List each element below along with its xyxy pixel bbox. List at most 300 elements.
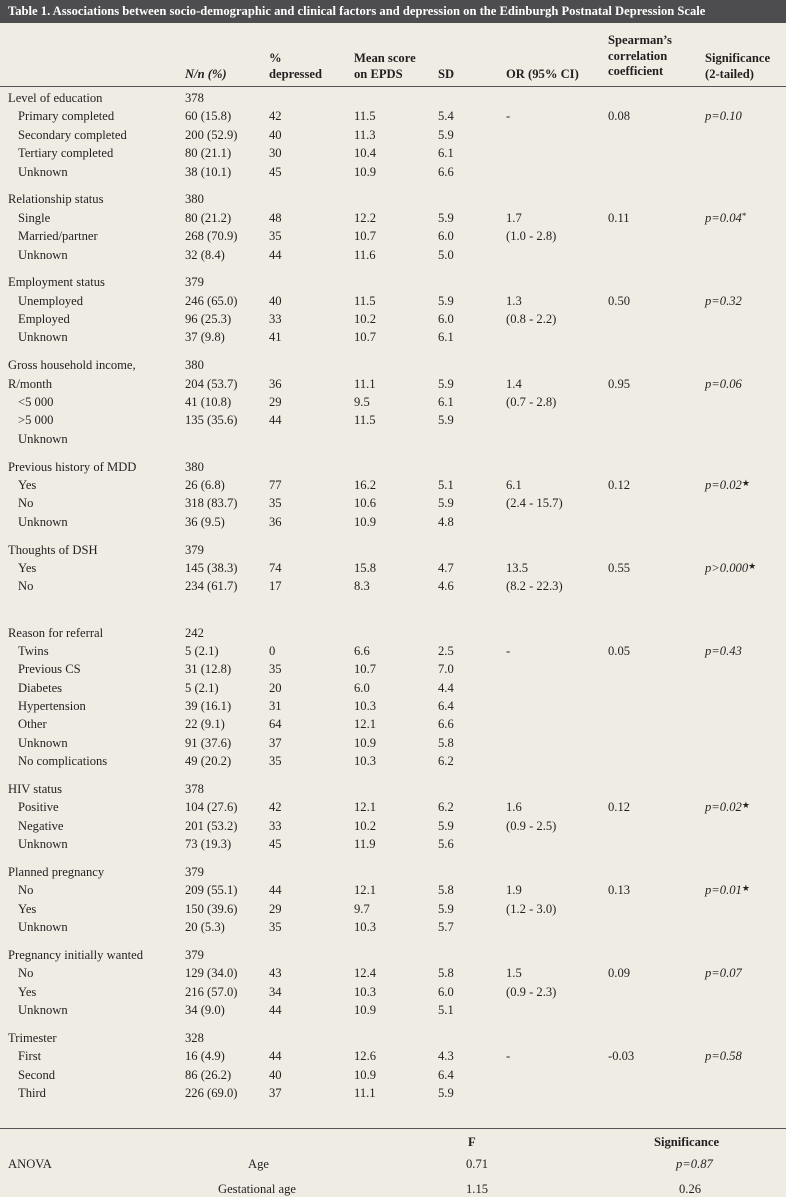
- significance-star-icon: *: [741, 210, 747, 221]
- row-label: Unknown: [18, 431, 68, 446]
- table-row: [0, 292, 786, 310]
- spearman-cell: 0.50: [608, 293, 631, 308]
- sd-cell: 5.6: [438, 837, 454, 852]
- anova-ga-label: Gestational age: [218, 1182, 296, 1196]
- mean-epds-cell: 10.9: [354, 735, 377, 750]
- variable-group: [0, 89, 786, 181]
- anova-age-f: 0.71: [466, 1157, 489, 1171]
- row-label: Positive: [18, 800, 59, 815]
- mean-epds-cell: 16.2: [354, 477, 377, 492]
- sd-cell: 6.1: [438, 395, 454, 410]
- row-label: R/month: [8, 376, 53, 391]
- or-ci-cell: (8.2 - 22.3): [506, 579, 563, 594]
- anova-f-header: F: [468, 1135, 476, 1149]
- significance-cell: p>0.000★: [705, 560, 757, 575]
- n-cell: 73 (19.3): [185, 837, 232, 852]
- mean-epds-cell: 6.6: [354, 643, 370, 658]
- header-or: OR (95% CI): [506, 67, 579, 81]
- row-label: Hypertension: [18, 699, 86, 714]
- row-label: Level of education: [8, 91, 103, 105]
- mean-epds-cell: 10.7: [354, 330, 377, 345]
- row-label: Unknown: [18, 920, 68, 935]
- n-cell: 379: [185, 275, 204, 290]
- mean-epds-cell: 9.7: [354, 901, 370, 916]
- mean-epds-cell: 10.3: [354, 984, 377, 999]
- table-row: [0, 1084, 786, 1102]
- sd-cell: 5.9: [438, 901, 454, 916]
- pct-depressed-cell: 35: [269, 496, 282, 511]
- table-row: [0, 89, 786, 107]
- mean-epds-cell: 10.3: [354, 920, 377, 935]
- table-row: [0, 494, 786, 512]
- header-pct: % depressed: [269, 51, 322, 81]
- pct-depressed-cell: 37: [269, 735, 282, 750]
- pct-depressed-cell: 17: [269, 579, 282, 594]
- mean-epds-cell: 9.5: [354, 395, 370, 410]
- n-cell: 135 (35.6): [185, 413, 238, 428]
- pct-depressed-cell: 20: [269, 680, 282, 695]
- mean-epds-cell: 10.4: [354, 146, 377, 161]
- anova-age-sig: p=0.87: [676, 1157, 713, 1171]
- n-cell: 380: [185, 358, 204, 373]
- n-cell: 234 (61.7): [185, 579, 238, 594]
- or-ci-cell: (0.7 - 2.8): [506, 395, 557, 410]
- mean-epds-cell: 10.6: [354, 496, 377, 511]
- row-label: No: [18, 966, 34, 981]
- row-label: HIV status: [8, 782, 62, 797]
- row-label: Planned pregnancy: [8, 864, 105, 879]
- row-label: Thoughts of DSH: [8, 542, 98, 557]
- mean-epds-cell: 12.2: [354, 210, 377, 225]
- pct-depressed-cell: 45: [269, 164, 282, 179]
- pct-depressed-cell: 37: [269, 1086, 282, 1101]
- significance-cell: p=0.02★: [705, 800, 750, 815]
- table-row: [0, 328, 786, 346]
- spearman-cell: 0.95: [608, 376, 631, 391]
- row-label: Negative: [18, 818, 64, 833]
- variable-group: [0, 624, 786, 771]
- mean-epds-cell: 10.9: [354, 1067, 377, 1082]
- significance-star-icon: ★: [741, 883, 750, 894]
- table-row: [0, 144, 786, 162]
- row-label: >5 000: [18, 413, 54, 428]
- table-row: [0, 246, 786, 264]
- pct-depressed-cell: 35: [269, 754, 282, 769]
- or-ci-cell: 1.7: [506, 210, 522, 225]
- table-row: [0, 734, 786, 752]
- table-row: [0, 900, 786, 918]
- header-rule: [0, 86, 786, 87]
- n-cell: 5 (2.1): [185, 643, 219, 658]
- anova-ga-f: 1.15: [466, 1182, 489, 1196]
- table-row: [0, 642, 786, 660]
- header-mean: Mean score on EPDS: [354, 51, 416, 81]
- row-label: Unemployed: [18, 293, 84, 308]
- table-row: [0, 476, 786, 494]
- mean-epds-cell: 11.5: [354, 109, 376, 124]
- pct-depressed-cell: 31: [269, 699, 282, 714]
- or-ci-cell: (0.8 - 2.2): [506, 312, 557, 327]
- pct-depressed-cell: 45: [269, 837, 282, 852]
- variable-group: [0, 946, 786, 1020]
- or-ci-cell: (1.0 - 2.8): [506, 229, 557, 244]
- sd-cell: 6.0: [438, 229, 454, 244]
- pct-depressed-cell: 44: [269, 413, 282, 428]
- variable-group: [0, 273, 786, 347]
- sd-cell: 4.8: [438, 514, 454, 529]
- table-row: [0, 752, 786, 770]
- table-row: [0, 946, 786, 964]
- mean-epds-cell: 11.5: [354, 413, 376, 428]
- sd-cell: 5.9: [438, 1086, 454, 1101]
- sd-cell: 6.1: [438, 146, 454, 161]
- or-ci-cell: 1.3: [506, 293, 522, 308]
- n-cell: 145 (38.3): [185, 560, 238, 575]
- pct-depressed-cell: 44: [269, 247, 282, 262]
- row-label: Single: [18, 210, 51, 225]
- pct-depressed-cell: 36: [269, 514, 282, 529]
- pct-depressed-cell: 44: [269, 1003, 282, 1018]
- or-ci-cell: -: [506, 109, 511, 124]
- table-row: [0, 163, 786, 181]
- header-sd: SD: [438, 67, 455, 81]
- pct-depressed-cell: 77: [269, 477, 282, 492]
- table-row: [0, 577, 786, 595]
- mean-epds-cell: 12.1: [354, 883, 377, 898]
- spearman-cell: 0.12: [608, 477, 631, 492]
- table-row: [0, 660, 786, 678]
- n-cell: 226 (69.0): [185, 1086, 238, 1101]
- sd-cell: 5.1: [438, 1003, 454, 1018]
- sd-cell: 5.9: [438, 210, 454, 225]
- mean-epds-cell: 10.9: [354, 514, 377, 529]
- pct-depressed-cell: 48: [269, 210, 282, 225]
- sd-cell: 6.4: [438, 1067, 454, 1082]
- row-label: Unknown: [18, 514, 68, 529]
- row-label: Relationship status: [8, 192, 104, 207]
- mean-epds-cell: 10.9: [354, 1003, 377, 1018]
- row-label: Employment status: [8, 275, 105, 290]
- significance-cell: p=0.58: [705, 1049, 742, 1064]
- mean-epds-cell: 12.6: [354, 1049, 377, 1064]
- table-row: [0, 624, 786, 642]
- row-label: Twins: [18, 643, 49, 658]
- table-row: [0, 679, 786, 697]
- header-spearman: Spearman’s correlation coefficient: [608, 33, 672, 78]
- sd-cell: 5.9: [438, 293, 454, 308]
- table-body: [0, 89, 786, 1112]
- anova-label: ANOVA: [8, 1157, 52, 1171]
- or-ci-cell: 1.4: [506, 376, 522, 391]
- n-cell: 104 (27.6): [185, 800, 238, 815]
- n-cell: 378: [185, 782, 204, 797]
- sd-cell: 4.7: [438, 560, 454, 575]
- or-ci-cell: (0.9 - 2.3): [506, 984, 557, 999]
- sd-cell: 5.9: [438, 413, 454, 428]
- mean-epds-cell: 11.3: [354, 127, 376, 142]
- pct-depressed-cell: 36: [269, 376, 282, 391]
- sd-cell: 4.3: [438, 1049, 454, 1064]
- row-label: No: [18, 883, 34, 898]
- table-row: [0, 310, 786, 328]
- significance-cell: p=0.10: [705, 109, 742, 124]
- anova-age-label: Age: [248, 1157, 269, 1171]
- row-label: Previous CS: [18, 662, 81, 677]
- significance-cell: p=0.43: [705, 643, 742, 658]
- significance-cell: p=0.06: [705, 376, 742, 391]
- table-row: [0, 983, 786, 1001]
- pct-depressed-cell: 29: [269, 395, 282, 410]
- sd-cell: 6.2: [438, 754, 454, 769]
- table-row: [0, 780, 786, 798]
- mean-epds-cell: 10.2: [354, 312, 377, 327]
- table-row: [0, 513, 786, 531]
- n-cell: 49 (20.2): [185, 754, 232, 769]
- sd-cell: 6.6: [438, 717, 454, 732]
- variable-group: [0, 458, 786, 532]
- table-row: [0, 881, 786, 899]
- mean-epds-cell: 11.1: [354, 1086, 376, 1101]
- mean-epds-cell: 10.3: [354, 699, 377, 714]
- sd-cell: 2.5: [438, 643, 454, 658]
- row-label: Reason for referral: [8, 625, 104, 640]
- sd-cell: 5.9: [438, 496, 454, 511]
- significance-cell: p=0.01★: [705, 883, 750, 898]
- mean-epds-cell: 12.1: [354, 800, 377, 815]
- n-cell: 268 (70.9): [185, 229, 238, 244]
- or-ci-cell: 13.5: [506, 560, 529, 575]
- table-row: [0, 209, 786, 227]
- n-cell: 328: [185, 1030, 204, 1045]
- n-cell: 318 (83.7): [185, 496, 238, 511]
- n-cell: 379: [185, 864, 204, 879]
- variable-group: [0, 541, 786, 615]
- row-label: First: [18, 1049, 42, 1064]
- n-cell: 22 (9.1): [185, 717, 225, 732]
- n-cell: 80 (21.1): [185, 146, 232, 161]
- variable-group: [0, 356, 786, 448]
- table-row: [0, 863, 786, 881]
- spearman-cell: 0.55: [608, 560, 631, 575]
- table-row: [0, 107, 786, 125]
- row-label: Yes: [18, 477, 37, 492]
- table-row: [0, 273, 786, 291]
- table-row: [0, 430, 786, 448]
- table-row: [0, 559, 786, 577]
- sd-cell: 5.9: [438, 376, 454, 391]
- table-row: [0, 697, 786, 715]
- n-cell: 80 (21.2): [185, 210, 232, 225]
- pct-depressed-cell: 0: [269, 643, 276, 658]
- row-label: Unknown: [18, 735, 68, 750]
- table-title: Table 1. Associations between socio-demographic and clinical factors and depression on the Edinburgh Postnatal Depression Scale: [0, 0, 786, 23]
- row-label: No: [18, 496, 34, 511]
- table-row: [0, 596, 786, 614]
- header-significance: Significance (2-tailed): [705, 51, 771, 81]
- significance-cell: p=0.32: [705, 293, 742, 308]
- mean-epds-cell: 10.2: [354, 818, 377, 833]
- row-label: <5 000: [18, 395, 54, 410]
- table-row: [0, 1047, 786, 1065]
- pct-depressed-cell: 42: [269, 800, 282, 815]
- spearman-cell: 0.11: [608, 210, 630, 225]
- sd-cell: 5.1: [438, 477, 454, 492]
- sd-cell: 4.4: [438, 680, 454, 695]
- spearman-cell: 0.08: [608, 109, 631, 124]
- pct-depressed-cell: 40: [269, 127, 282, 142]
- sd-cell: 5.4: [438, 109, 454, 124]
- row-label: Second: [18, 1067, 56, 1082]
- spearman-cell: 0.12: [608, 800, 631, 815]
- row-label: Unknown: [18, 164, 68, 179]
- mean-epds-cell: 6.0: [354, 680, 370, 695]
- n-cell: 204 (53.7): [185, 376, 238, 391]
- row-label: Primary completed: [18, 109, 115, 124]
- anova-sig-header: Significance: [654, 1135, 720, 1149]
- table-row: [0, 1029, 786, 1047]
- n-cell: 150 (39.6): [185, 901, 238, 916]
- table-row: [0, 798, 786, 816]
- n-cell: 378: [185, 91, 204, 105]
- n-cell: 200 (52.9): [185, 127, 238, 142]
- row-label: Diabetes: [18, 680, 63, 695]
- n-cell: 20 (5.3): [185, 920, 225, 935]
- n-cell: 380: [185, 192, 204, 207]
- row-label: Secondary completed: [18, 127, 127, 142]
- n-cell: 129 (34.0): [185, 966, 238, 981]
- table-row: [0, 227, 786, 245]
- table-row: [0, 375, 786, 393]
- n-cell: 242: [185, 625, 204, 640]
- table-row: [0, 356, 786, 374]
- pct-depressed-cell: 44: [269, 1049, 282, 1064]
- sd-cell: 5.7: [438, 920, 454, 935]
- row-label: Unknown: [18, 330, 68, 345]
- spearman-cell: 0.13: [608, 883, 631, 898]
- table-row: [0, 817, 786, 835]
- table-row: [0, 541, 786, 559]
- table-row: [0, 918, 786, 936]
- sd-cell: 4.6: [438, 579, 454, 594]
- row-label: Previous history of MDD: [8, 459, 137, 474]
- table-row: [0, 458, 786, 476]
- pct-depressed-cell: 35: [269, 920, 282, 935]
- sd-cell: 6.0: [438, 984, 454, 999]
- row-label: Yes: [18, 984, 37, 999]
- n-cell: 379: [185, 542, 204, 557]
- sd-cell: 5.8: [438, 735, 454, 750]
- anova-rule: [0, 1128, 786, 1129]
- pct-depressed-cell: 33: [269, 312, 282, 327]
- or-ci-cell: -: [506, 1049, 511, 1064]
- table-row: [0, 126, 786, 144]
- sd-cell: 5.0: [438, 247, 454, 262]
- sd-cell: 6.4: [438, 699, 454, 714]
- mean-epds-cell: 10.7: [354, 229, 377, 244]
- or-ci-cell: (2.4 - 15.7): [506, 496, 563, 511]
- n-cell: 5 (2.1): [185, 680, 219, 695]
- or-ci-cell: 6.1: [506, 477, 522, 492]
- variable-group: [0, 1029, 786, 1103]
- row-label: Unknown: [18, 1003, 68, 1018]
- n-cell: 209 (55.1): [185, 883, 238, 898]
- pct-depressed-cell: 35: [269, 229, 282, 244]
- pct-depressed-cell: 29: [269, 901, 282, 916]
- row-label: Yes: [18, 560, 37, 575]
- row-label: No complications: [18, 754, 108, 769]
- mean-epds-cell: 11.5: [354, 293, 376, 308]
- row-label: Trimester: [8, 1030, 57, 1045]
- or-ci-cell: (1.2 - 3.0): [506, 901, 557, 916]
- row-label: Unknown: [18, 837, 68, 852]
- header-n: N/n (%): [185, 67, 227, 81]
- pct-depressed-cell: 41: [269, 330, 282, 345]
- pct-depressed-cell: 42: [269, 109, 282, 124]
- mean-epds-cell: 11.6: [354, 247, 376, 262]
- mean-epds-cell: 12.1: [354, 717, 377, 732]
- pct-depressed-cell: 34: [269, 984, 282, 999]
- or-ci-cell: 1.9: [506, 883, 522, 898]
- n-cell: 201 (53.2): [185, 818, 238, 833]
- mean-epds-cell: 15.8: [354, 560, 377, 575]
- n-cell: 36 (9.5): [185, 514, 225, 529]
- table-row: [0, 1001, 786, 1019]
- mean-epds-cell: 12.4: [354, 966, 377, 981]
- n-cell: 26 (6.8): [185, 477, 225, 492]
- sd-cell: 5.8: [438, 883, 454, 898]
- sd-cell: 6.0: [438, 312, 454, 327]
- mean-epds-cell: 8.3: [354, 579, 370, 594]
- pct-depressed-cell: 35: [269, 662, 282, 677]
- n-cell: 41 (10.8): [185, 395, 232, 410]
- row-label: No: [18, 579, 34, 594]
- variable-group: [0, 190, 786, 264]
- row-label: Unknown: [18, 247, 68, 262]
- table-row: [0, 393, 786, 411]
- table-row: [0, 1066, 786, 1084]
- n-cell: 31 (12.8): [185, 662, 232, 677]
- n-cell: 38 (10.1): [185, 164, 232, 179]
- table-row: [0, 411, 786, 429]
- anova-ga-sig: 0.26: [679, 1182, 702, 1196]
- significance-star-icon: ★: [741, 477, 750, 488]
- n-cell: 34 (9.0): [185, 1003, 225, 1018]
- row-label: Third: [18, 1086, 46, 1101]
- or-ci-cell: 1.6: [506, 800, 522, 815]
- sd-cell: 7.0: [438, 662, 454, 677]
- mean-epds-cell: 11.9: [354, 837, 376, 852]
- pct-depressed-cell: 64: [269, 717, 282, 732]
- sd-cell: 5.8: [438, 966, 454, 981]
- table-row: [0, 964, 786, 982]
- row-label: Gross household income,: [8, 358, 136, 373]
- significance-star-icon: ★: [748, 560, 757, 571]
- n-cell: 16 (4.9): [185, 1049, 225, 1064]
- row-label: Pregnancy initially wanted: [8, 947, 143, 962]
- row-label: Married/partner: [18, 229, 98, 244]
- or-ci-cell: -: [506, 643, 511, 658]
- n-cell: 96 (25.3): [185, 312, 232, 327]
- significance-star-icon: ★: [741, 800, 750, 811]
- pct-depressed-cell: 74: [269, 560, 282, 575]
- spearman-cell: 0.05: [608, 643, 631, 658]
- pct-depressed-cell: 33: [269, 818, 282, 833]
- mean-epds-cell: 10.9: [354, 164, 377, 179]
- pct-depressed-cell: 40: [269, 1067, 282, 1082]
- or-ci-cell: (0.9 - 2.5): [506, 818, 557, 833]
- table-row: [0, 715, 786, 733]
- spearman-cell: -0.03: [608, 1049, 635, 1064]
